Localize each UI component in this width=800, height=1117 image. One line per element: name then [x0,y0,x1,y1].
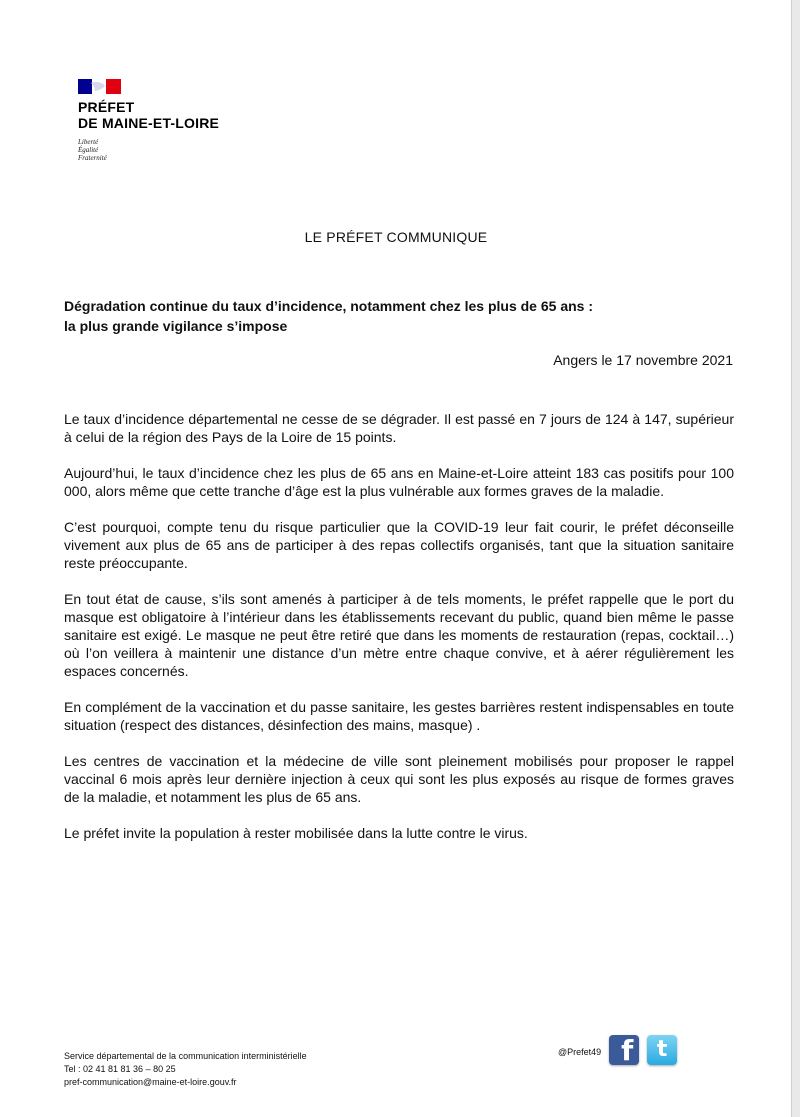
prefect-line-2: DE MAINE-ET-LOIRE [78,115,220,131]
facebook-icon[interactable]: f [609,1035,639,1065]
paragraph-over-65: Aujourd’hui, le taux d’incidence chez les plus de 65 ans en Maine-et-Loire atteint 183 cas positifs pour 100 000, alors même que cette tranche d’âge est la plus vulnérable aux formes graves de la maladie. [64,465,734,499]
communique-title: LE PRÉFET COMMUNIQUE [304,229,488,245]
headline-line-2: la plus grande vigilance s’impose [64,318,288,334]
paragraph-call-to-action: Le préfet invite la population à rester mobilisée dans la lutte contre le virus. [64,825,528,841]
prefect-line-1: PRÉFET [78,99,135,115]
social-handle[interactable]: @Prefet49 [558,1047,602,1057]
headline-line-1: Dégradation continue du taux d’incidence, notamment chez les plus de 65 ans : [64,298,593,314]
body-text [64,410,734,860]
motto-liberte: Liberté [78,138,99,146]
republic-motto [78,138,107,162]
date-line: Angers le 17 novembre 2021 [553,352,733,368]
social-links [558,1035,677,1065]
footer-service: Service départemental de la communication interministérielle [64,1051,307,1061]
marianne-flag-icon [78,79,121,94]
paragraph-mask-rules: En tout état de cause, s’ils sont amenés à participer à de tels moments, le préfet rappelle que le port du masque est obligatoire à l’intérieur dans les établissements recevant du public, quand bien même le passe sanitaire est exigé. Le masque ne peut être retiré que dans les moments de restauration (repas, cocktail…) où l’on veillera à maintenir une distance d’un mètre entre chaque convive, et à aérer régulièrement les espaces concernés. [64,591,734,679]
twitter-icon[interactable]: t [647,1035,677,1065]
paragraph-recommendation: C’est pourquoi, compte tenu du risque particulier que la COVID-19 leur fait courir, le préfet déconseille vivement aux plus de 65 ans de participer à des repas collectifs organisés, tant que la situation sanitaire reste préoccupante. [64,519,734,571]
motto-fraternite: Fraternité [78,154,107,162]
paragraph-barrier-gestures: En complément de la vaccination et du passe sanitaire, les gestes barrières restent indispensables en toute situation (respect des distances, désinfection des mains, masque) . [64,699,734,733]
footer-phone: Tel : 02 41 81 81 36 – 80 25 [64,1064,176,1074]
paragraph-booster: Les centres de vaccination et la médecine de ville sont pleinement mobilisés pour proposer le rappel vaccinal 6 mois après leur dernière injection à ceux qui sont les plus exposés au risque de formes graves de la maladie, et notamment les plus de 65 ans. [64,753,734,805]
scrollbar-track[interactable] [792,0,800,1117]
motto-egalite: Égalité [78,146,99,154]
footer-email[interactable]: pref-communication@maine-et-loire.gouv.fr [64,1077,237,1087]
footer-contact [64,1050,307,1089]
headline [64,296,744,336]
paragraph-incidence-rate: Le taux d’incidence départemental ne cesse de se dégrader. Il est passé en 7 jours de 124 à 147, supérieur à celui de la région des Pays de la Loire de 15 points. [64,411,734,445]
prefect-name [78,99,219,131]
